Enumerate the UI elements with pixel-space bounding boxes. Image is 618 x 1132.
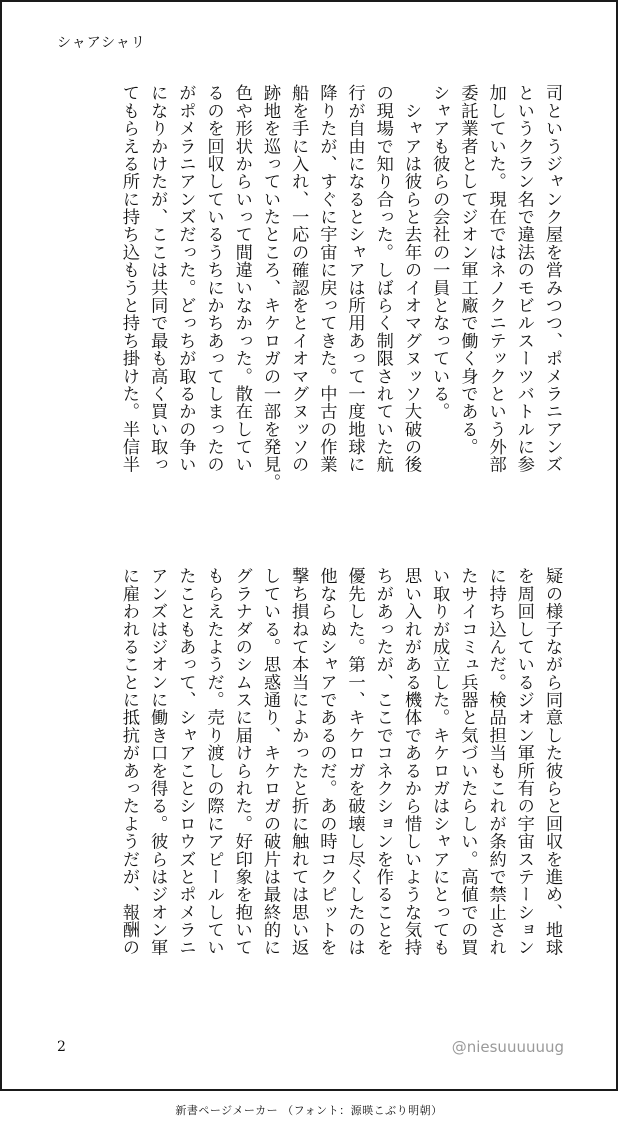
generator-credit: 新書ページメーカー （フォント：源暎こぶり明朝） xyxy=(175,1104,443,1117)
author-handle: @niesuuuuuug xyxy=(451,1038,564,1056)
page-header-title: シャアシャリ xyxy=(57,35,146,51)
page-number: 2 xyxy=(57,1039,66,1055)
body-text-upper: 司というジャンク屋を営みつつ、ポメラニアンズ というクラン名で違法のモビルスーツバトルに参 加していた。現在ではネノクニテックという外部 委託業者としてジオン軍工廠で働く身である。 シャアも彼らの会社の一員となっている。 シャアは彼らと去年のイオマグヌッソ大破の後 の現場で知り合った。しばらく制限されていた航 行が自由になるとシャアは所用あって一度地球に 降りたが、すぐに宇宙に戻ってきた。中古の作業 船を手に入れ、一応の確認をとイオマグヌッソの 跡地を巡っていたところ、キケロガの一部を発見。 色や形状からいって間違いなかった。散在してい るのを回収しているうちにかちあってしまったの がポメラニアンズだった。どっちが取るかの争い になりかけたが、ここは共同で最も高く買い取っ てもらえる所に持ち込もうと持ち掛けた。半信半 xyxy=(118,84,562,491)
body-text-lower: 疑の様子ながら同意した彼らと回収を進め、地球 を周回しているジオン軍所有の宇宙ステーション に持ち込んだ。検品担当もこれが条約で禁止され たサイコミュ兵器と気づいたらしい。高値での買 い取りが成立した。キケロガはシャアにとっても 思い入れがある機体であるから惜しいような気持 ちがあったが、ここでコネクションを作ることを 優先した。第一、キケロガを破壊し尽くしたのは 他ならぬシャアであるのだ。あの時コクピットを 撃ち損ねて本当によかったと折に触れては思い返 している。思惑通り、キケロガの破片は最終的に グラナダのシムスに届けられた。好印象を抱いて もらえたようだ。売り渡しの際にアピールしてい たこともあって、シャアことシロウズとポメラニ アンズはジオンに働き口を得る。彼らはジオン軍 に雇われることに抵抗があったようだが、報酬の xyxy=(118,567,562,957)
